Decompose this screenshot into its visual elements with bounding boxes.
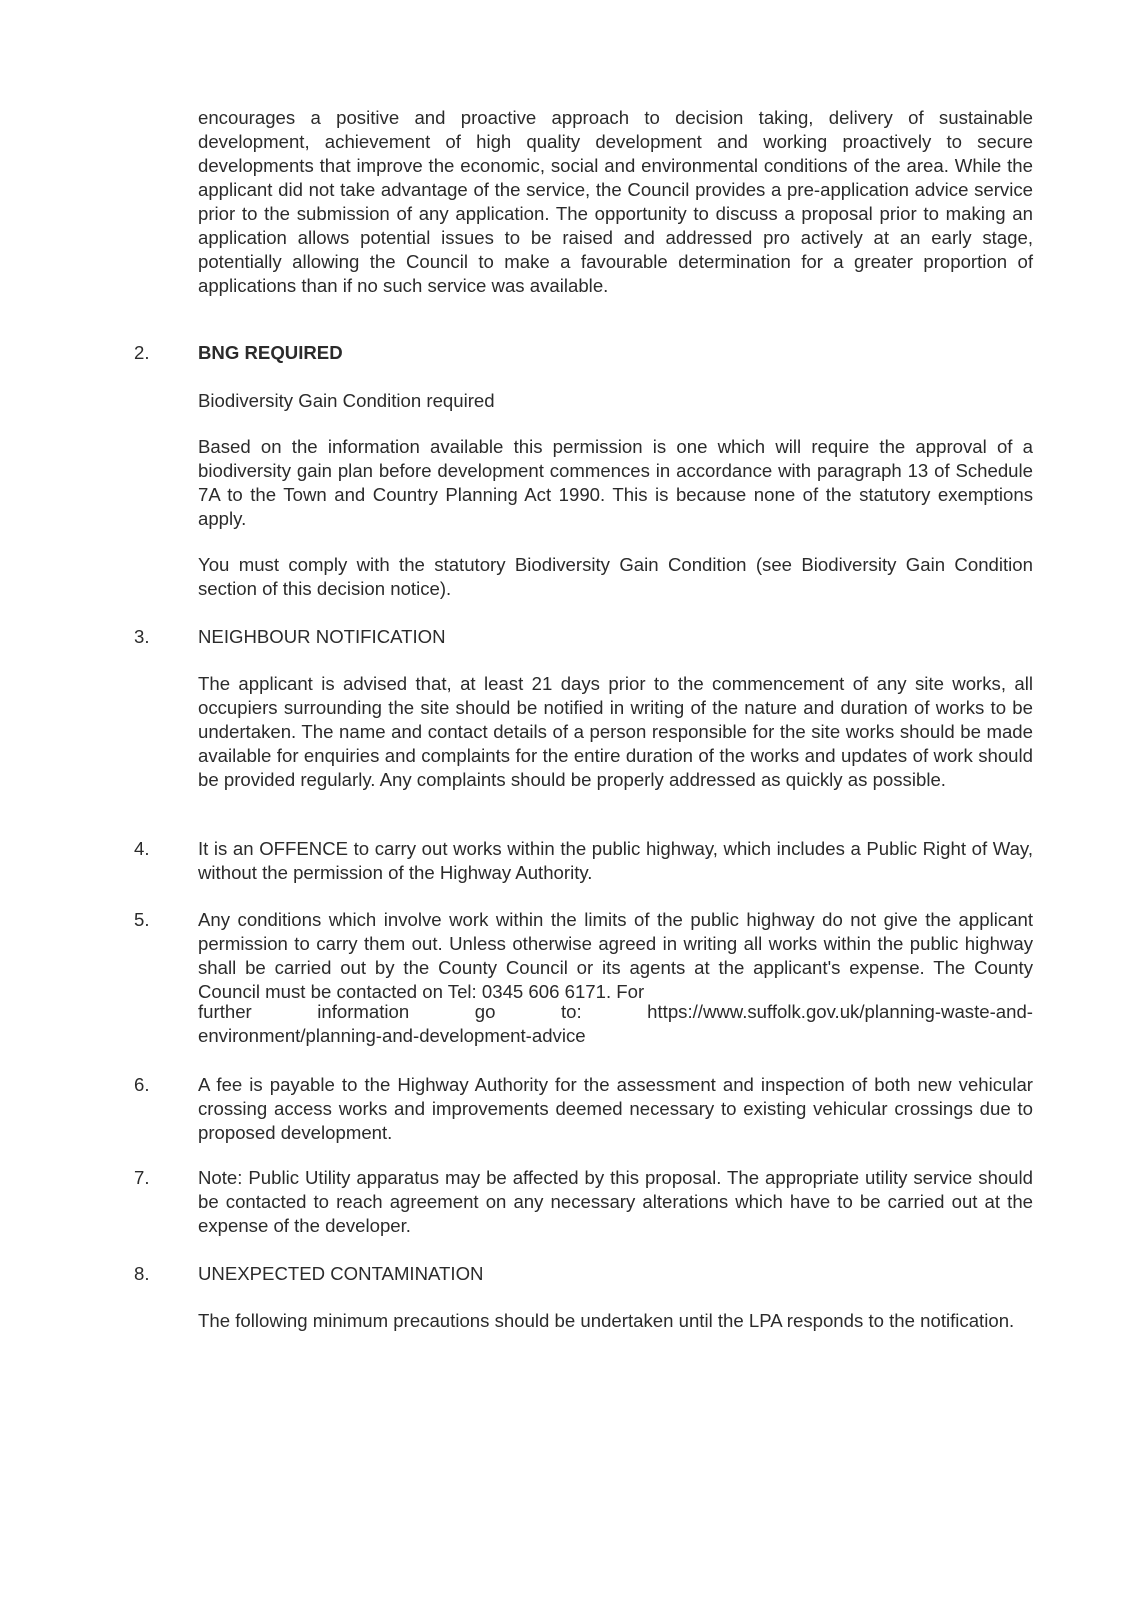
- section-heading: UNEXPECTED CONTAMINATION: [198, 1263, 484, 1284]
- item-number: 8.: [134, 1263, 150, 1284]
- item-number: 4.: [134, 838, 150, 859]
- paragraph: It is an OFFENCE to carry out works within the public highway, which includes a Public Right of Way, without the permission of the Highway Authority.: [198, 838, 1033, 883]
- section-heading: NEIGHBOUR NOTIFICATION: [198, 626, 446, 647]
- url-line: further information go to: https://www.suffolk.gov.uk/planning-waste-and-: [198, 1001, 1033, 1022]
- paragraph: Any conditions which involve work within the limits of the public highway do not give the applicant permission to carry them out. Unless otherwise agreed in writing all works within the public highway shall be carried out by the County Council or its agents at the applicant's expense. The County Council must be contacted on Tel: 0345 606 6171. For: [198, 909, 1033, 1002]
- paragraph: You must comply with the statutory Biodiversity Gain Condition (see Biodiversity Gain Condition section of this decision notice).: [198, 554, 1033, 599]
- url-line-end: environment/planning-and-development-advice: [198, 1025, 586, 1046]
- paragraph: Note: Public Utility apparatus may be affected by this proposal. The appropriate utility service should be contacted to reach agreement on any necessary alterations which have to be carried out at the expense of the developer.: [198, 1167, 1033, 1236]
- section-heading: BNG REQUIRED: [198, 342, 343, 363]
- item-number: 5.: [134, 909, 150, 930]
- item-number: 3.: [134, 626, 150, 647]
- item-number: 7.: [134, 1167, 150, 1188]
- paragraph: Based on the information available this permission is one which will require the approval of a biodiversity gain plan before development commences in accordance with paragraph 13 of Schedule 7A to the Town and Country Planning Act 1990. This is because none of the statutory exemptions apply.: [198, 436, 1033, 529]
- item-number: 6.: [134, 1074, 150, 1095]
- paragraph: The following minimum precautions should be undertaken until the LPA responds to the notification.: [198, 1310, 1015, 1331]
- paragraph: A fee is payable to the Highway Authority for the assessment and inspection of both new vehicular crossing access works and improvements deemed necessary to existing vehicular crossings due to proposed development.: [198, 1074, 1033, 1143]
- paragraph: The applicant is advised that, at least 21 days prior to the commencement of any site works, all occupiers surrounding the site should be notified in writing of the nature and duration of works to be undertaken. The name and contact details of a person responsible for the site works should be made available for enquiries and complaints for the entire duration of the works and updates of work should be provided regularly. Any complaints should be properly addressed as quickly as possible.: [198, 673, 1033, 790]
- section-subheading: Biodiversity Gain Condition required: [198, 390, 495, 411]
- intro-paragraph: encourages a positive and proactive approach to decision taking, delivery of sustainable development, achievement of high quality development and working proactively to secure developments that improve the economic, social and environmental conditions of the area. While the applicant did not take advantage of the service, the Council provides a pre-application advice service prior to the submission of any application. The opportunity to discuss a proposal prior to making an application allows potential issues to be raised and addressed pro actively at an early stage, potentially allowing the Council to make a favourable determination for a greater proportion of applications than if no such service was available.: [198, 107, 1033, 296]
- item-number: 2.: [134, 342, 150, 363]
